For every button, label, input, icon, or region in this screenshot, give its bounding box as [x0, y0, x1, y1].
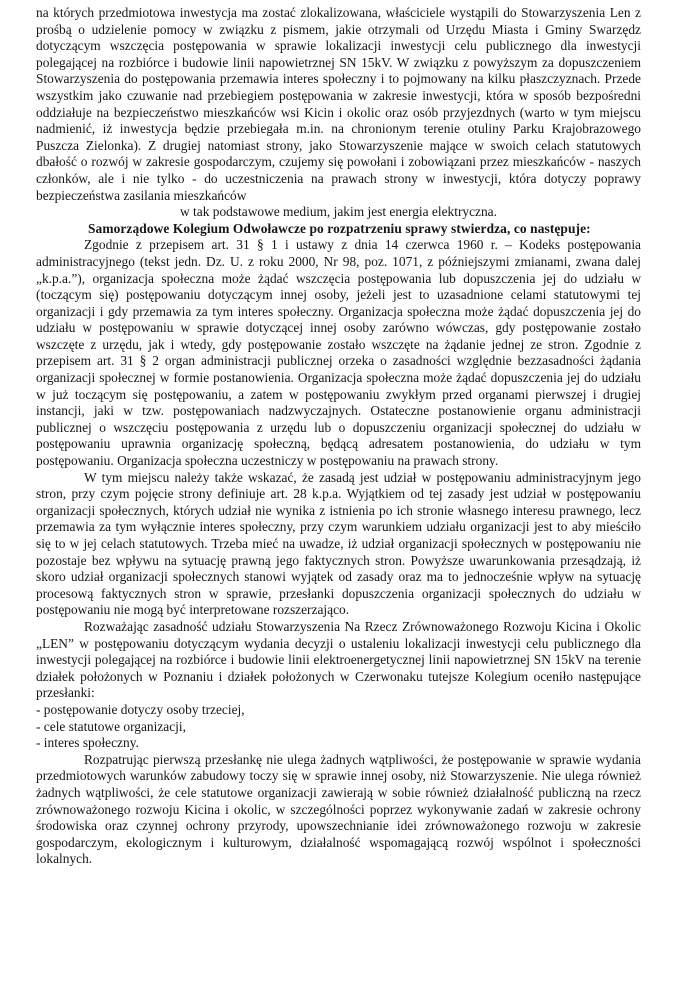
paragraph-intro-end: w tak podstawowe medium, jakim jest energia elektryczna.: [180, 204, 497, 220]
conditions-list: [36, 702, 641, 752]
list-item: - interes społeczny.: [36, 735, 139, 751]
paragraph-exception: W tym miejscu należy także wskazać, że zasadą jest udział w postępowaniu administracyjnym jego stron, przy czym pojęcie strony definiuje art. 28 k.p.a. Wyjątkiem od tej zasady jest udział w postępowaniu organizacji społecznych, których udział nie wynika z istnienia po ich stronie własnego interesu prawnego, lecz przemawia za tym wyłącznie interes społeczny, przy czym warunkiem udziału organizacji jest to aby mieściło się to w jej celach statutowych. Trzeba mieć na uwadze, iż udział organizacji społecznych w postępowaniu nie pozostaje bez wpływu na sytuację prawną jego faktycznych stron. Powyższe uwarunkowania przesądzają, iż skoro udział organizacji społecznych stanowi wyjątek od zasady oraz ma to jednocześnie wpływ na sytuację procesową faktycznych stron w sprawie, przesłanki dopuszczenia organizacji społecznych do udziału w postępowaniu nie mogą być interpretowane rozszerzająco.: [36, 469, 641, 618]
paragraph-first-condition: Rozpatrując pierwszą przesłankę nie ulega żadnych wątpliwości, że postępowanie w sprawie wydania przedmiotowych warunków zabudowy toczy się w sprawie innej osoby, niż Stowarzyszenie. Nie ulega również żadnych wątpliwości, że cele statutowe organizacji zawierają w sobie również działalność publiczną na rzecz zrównoważonego rozwoju Kicina i okolic, w szczególności poprzez wykonywanie zadań w zakresie ochrony środowiska oraz czynnej ochrony przyrody, upowszechnianie idei zrównoważonego rozwoju w zakresie gospodarczym, ekologicznym i kulturowym, działalność wspomagającą rozwój wspólnot i społeczności lokalnych.: [36, 751, 641, 867]
paragraph-legal-basis: Zgodnie z przepisem art. 31 § 1 i ustawy z dnia 14 czerwca 1960 r. – Kodeks postępowania administracyjnego (tekst jedn. Dz. U. z roku 2000, Nr 98, poz. 1071, z późniejszymi zmianami, zwana dalej „k.p.a.”), organizacja społeczna może żądać wszczęcia postępowania lub dopuszczenia jej do udziału w (toczącym się) postępowaniu dotyczącym innej osoby, jeżeli jest to uzasadnione celami statutowymi tej organizacji i gdy przemawia za tym interes społeczny. Organizacja społeczna może żądać dopuszczenia jej do udziału w postępowaniu w sprawie dotyczącej innej osoby zarówno wówczas, gdy postępowanie zostało wszczęte z urzędu, jak i wtedy, gdy postępowanie zostało wszczęte na żądanie jednej ze stron. Zgodnie z przepisem art. 31 § 2 organ administracji publicznej orzeka o zasadności względnie bezzasadności żądania organizacji społecznej w formie postanowienia. Organizacja społeczna może żądać dopuszczenia jej do udziału w już toczącym się postępowaniu, a zatem w postępowaniu zwykłym przed organami pierwszej i drugiej instancji, jaki w tzw. postępowaniach nadzwyczajnych. Ostateczne postanowienie organu administracji publicznej o wszczęciu postępowania z urzędu lub o dopuszczeniu organizacji społecznej do udziału w postępowaniu uprawnia organizację społeczną, będącą adresatem postanowienia, do udziału w tym postępowaniu. Organizacja społeczna uczestniczy w postępowaniu na prawach strony.: [36, 237, 641, 469]
paragraph-assessment: Rozważając zasadność udziału Stowarzyszenia Na Rzecz Zrównoważonego Rozwoju Kicina i Okolic „LEN” w postępowaniu dotyczącym wydania decyzji o ustaleniu lokalizacji inwestycji celu publicznego dla inwestycji polegającej na rozbiórce i budowie linii elektroenergetycznej linii napowietrznej SN 15kV na terenie działek położonych w Poznaniu i działek położonych w Czerwonaku tutejsze Kolegium oceniło następujące przesłanki:: [36, 618, 641, 701]
list-item: - postępowanie dotyczy osoby trzeciej,: [36, 701, 245, 717]
document-page: [36, 5, 641, 868]
list-item: - cele statutowe organizacji,: [36, 718, 186, 734]
section-heading: Samorządowe Kolegium Odwoławcze po rozpatrzeniu sprawy stwierdza, co następuje:: [88, 220, 591, 236]
paragraph-intro: na których przedmiotowa inwestycja ma zostać zlokalizowana, właściciele wystąpili do Stowarzyszenia Len z prośbą o udzielenie pomocy w związku z pismem, jakie otrzymali od Urzędu Miasta i Gminy Swarzędz dotyczącym wszczęcia postępowania w sprawie lokalizacji inwestycji celu publicznego dla inwestycji polegającej na rozbiórce i budowie linii napowietrznej SN 15kV. W związku z powyższym za dopuszczeniem Stowarzyszenia do postępowania przemawia interes społeczny i to pojmowany na kilku płaszczyznach. Przede wszystkim jako czuwanie nad przebiegiem postępowania w zakresie inwestycji, która w sposób bezpośredni oddziałuje na bezpieczeństwo mieszkańców wsi Kicin i okolic oraz osób przyjezdnych (warto w tym miejscu nadmienić, iż inwestycja będzie przebiegała m.in. na chronionym terenie otuliny Parku Krajobrazowego Puszcza Zielonka). Z drugiej natomiast strony, jako Stowarzyszenie mające w swoich celach statutowych dbałość o rozwój w zakresie gospodarczym, czujemy się powołani i zobowiązani przez mieszkańców - naszych członków, ale i nie tylko - do uczestniczenia na prawach strony w inwestycji, która dotyczy poprawy bezpieczeństwa zasilania mieszkańców: [36, 5, 641, 203]
